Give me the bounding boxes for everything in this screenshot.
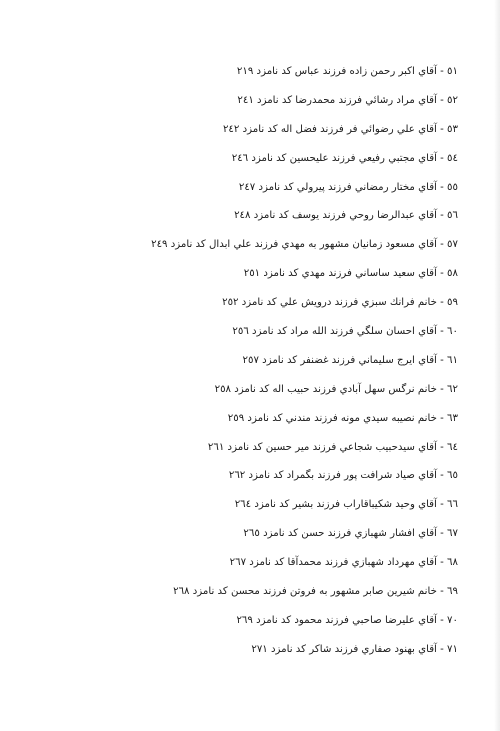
list-item: ٥٤ - آقاي مجتبي رفيعي فرزند عليحسين كد نامزد ٢٤٦ xyxy=(231,152,458,164)
top-bar xyxy=(0,0,500,42)
list-item: ٦٥ - آقاي صياد شرافت پور فرزند بگمراد كد نامزد ٢٦٢ xyxy=(228,470,458,482)
list-item: ٧٠ - آقاي عليرضا صاحبي فرزند محمود كد نامزد ٢٦٩ xyxy=(236,614,458,626)
list-item: ٦٠ - آقاي احسان سلگي فرزند الله مراد كد نامزد ٢٥٦ xyxy=(232,326,458,338)
page-edge xyxy=(494,0,500,731)
list-item: ٦٢ - خانم نرگس سهل آبادي فرزند حبيب اله كد نامزد ٢٥٨ xyxy=(214,383,458,395)
list-item: ٦٦ - آقاي وحيد شكيباقاراب فرزند بشير كد نامزد ٢٦٤ xyxy=(234,499,458,511)
list-item: ٥٧ - آقاي مسعود زمانيان مشهور به مهدي فرزند علي ابدال كد نامزد ٢٤٩ xyxy=(151,239,458,251)
list-item: ٦٣ - خانم نصيبه سيدي مونه فرزند مندني كد نامزد ٢٥٩ xyxy=(227,412,458,424)
list-item: ٧١ - آقاي بهنود صفاري فرزند شاكر كد نامزد ٢٧١ xyxy=(251,643,458,655)
list-item: ٦١ - آقاي ايرج سليماني فرزند غضنفر كد نامزد ٢٥٧ xyxy=(242,354,458,366)
list-item: ٥١ - آقاي اكبر رحمن زاده فرزند عباس كد نامزد ٢١٩ xyxy=(236,66,458,77)
list-item: ٥٣ - آقاي علي رضوائي فر فرزند فضل اله كد نامزد ٢٤٢ xyxy=(222,123,458,135)
list-item: ٦٧ - آقاي افشار شهبازي فرزند حسن كد نامزد ٢٦٥ xyxy=(243,528,458,540)
list-item: ٦٤ - آقاي سيدحبيب شجاعي فرزند مير حسين كد نامزد ٢٦١ xyxy=(207,441,458,453)
list-item: ٦٨ - آقاي مهرداد شهبازي فرزند محمدآقا كد نامزد ٢٦٧ xyxy=(229,557,458,569)
candidate-list xyxy=(151,65,458,672)
list-item: ٥٦ - آقاي عبدالرضا روحي فرزند يوسف كد نامزد ٢٤٨ xyxy=(234,210,458,222)
list-item: ٥٨ - آقاي سعيد ساساني فرزند مهدي كد نامزد ٢٥١ xyxy=(243,268,458,280)
list-item: ٦٩ - خانم شيرين صابر مشهور به فروتن فرزند محسن كد نامزد ٢٦٨ xyxy=(173,586,458,598)
list-item: ٥٢ - آقاي مراد رشائي فرزند محمدرضا كد نامزد ٢٤١ xyxy=(237,94,458,106)
list-item: ٥٥ - آقاي مختار رمضاني فرزند پيرولي كد نامزد ٢٤٧ xyxy=(238,181,458,193)
list-item: ٥٩ - خانم فرانك سبزي فرزند درويش علي كد نامزد ٢٥٢ xyxy=(222,297,458,309)
